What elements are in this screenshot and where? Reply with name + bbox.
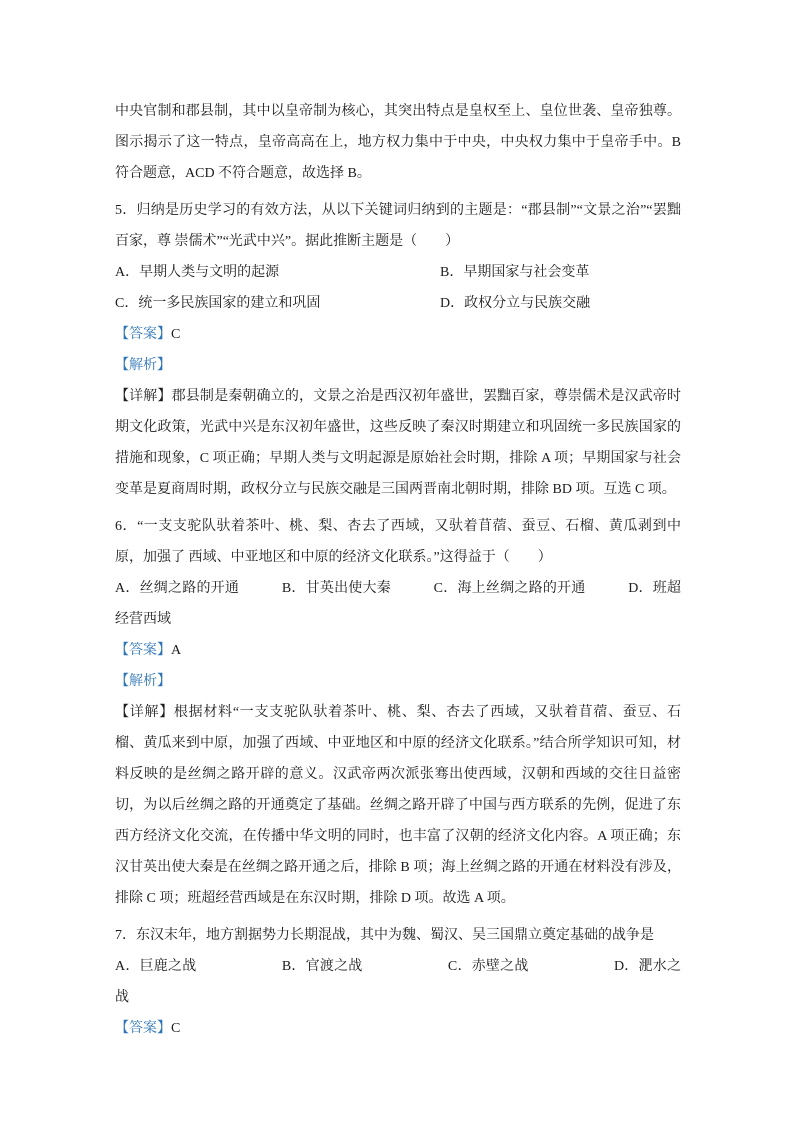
analysis-line	[115, 350, 681, 381]
question-6-options: A．丝绸之路的开通 B．甘英出使大秦 C．海上丝绸之路的开通 D．班超经营西域	[115, 581, 681, 627]
option-b: B．早期国家与社会变革	[440, 265, 590, 280]
question-6-detail: 【详解】根据材料“一支支驼队驮着茶叶、桃、梨、杏去了西域，又驮着苜蓿、蚕豆、石榴、黄瓜来到中原，加强了西域、中亚地区和中原的经济文化联系。”结合所学知识可知，材料反映的是丝绸之路开辟的意义。汉武帝两次派张骞出使西域，汉朝和西域的交往日益密切，为以后丝绸之路的开通奠定了基础。丝绸之路开辟了中国与西方联系的先例，促进了东西方经济文化交流，在传播中华文明的同时，也丰富了汉朝的经济文化内容。A 项正确；东汉甘英出使大秦是在丝绸之路开通之后，排除 B 项；海上丝绸之路的开通在材料没有涉及，排除 C 项；班超经营西域是在东汉时期，排除 D 项。故选 A 项。	[115, 705, 681, 906]
question-7-options: A．巨鹿之战 B．官渡之战 C．赤壁之战 D．淝水之战	[115, 959, 681, 1005]
question-6	[115, 511, 681, 914]
question-5-stem: 5．归纳是历史学习的有效方法，从以下关键词归纳到的主题是：“郡县制”“文景之治”“罢黜百家，尊 崇儒术”“光武中兴”。据此推断主题是（ ）	[115, 203, 681, 249]
analysis-label: 【解析】	[115, 358, 171, 373]
analysis-line	[115, 666, 681, 697]
intro-paragraph: 中央官制和郡县制，其中以皇帝制为核心，其突出特点是皇权至上、皇位世袭、皇帝独尊。图示揭示了这一特点，皇帝高高在上，地方权力集中于中央，中央权力集中于皇帝手中。B 符合题意，ACD 不符合题意，故选择 B。	[115, 104, 681, 181]
answer-line	[115, 319, 681, 350]
question-7-stem: 7．东汉末年，地方割据势力长期混战，其中为魏、蜀汉、吴三国鼎立奠定基础的战争是	[115, 928, 654, 943]
answer-line	[115, 1013, 681, 1044]
answer-value: C	[171, 1021, 181, 1036]
answer-label: 【答案】	[115, 327, 171, 342]
question-5-options	[115, 257, 681, 319]
question-7	[115, 920, 681, 1044]
answer-value: C	[171, 327, 181, 342]
answer-label: 【答案】	[115, 643, 171, 658]
analysis-label: 【解析】	[115, 674, 171, 689]
option-c: C．统一多民族国家的建立和巩固	[115, 296, 321, 311]
answer-value: A	[171, 643, 182, 658]
answer-line	[115, 635, 681, 666]
question-6-stem: 6．“一支支驼队驮着茶叶、桃、梨、杏去了西域，又驮着苜蓿、蚕豆、石榴、黄瓜剥到中原，加强了 西域、中亚地区和中原的经济文化联系。”这得益于（ ）	[115, 519, 681, 565]
question-5	[115, 195, 681, 505]
option-d: D．政权分立与民族交融	[440, 296, 591, 311]
option-a: A．早期人类与文明的起源	[115, 265, 280, 280]
question-5-detail: 【详解】郡县制是秦朝确立的，文景之治是西汉初年盛世，罢黜百家，尊崇儒术是汉武帝时期文化政策，光武中兴是东汉初年盛世，这些反映了秦汉时期建立和巩固统一多民族国家的措施和现象，C 项正确；早期人类与文明起源是原始社会时期，排除 A 项；早期国家与社会变革是夏商周时期，政权分立与民族交融是三国两晋南北朝时期，排除 BD 项。互选 C 项。	[115, 389, 681, 497]
answer-label: 【答案】	[115, 1021, 171, 1036]
